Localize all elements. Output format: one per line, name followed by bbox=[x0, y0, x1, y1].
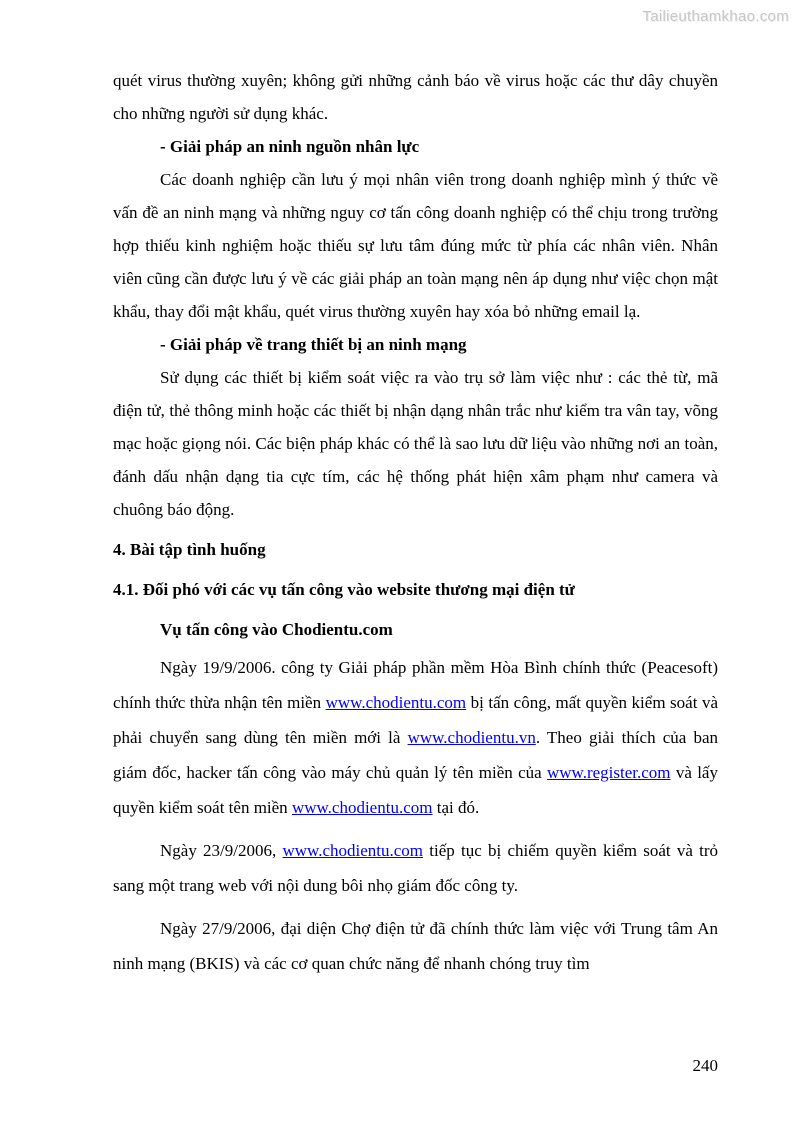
heading-hr-security: - Giải pháp an ninh nguồn nhân lực bbox=[160, 137, 420, 156]
text-run: Ngày 23/9/2006, bbox=[160, 841, 283, 860]
paragraph-equipment-measures: Sử dụng các thiết bị kiểm soát việc ra vào trụ sở làm việc như : các thẻ từ, mã điện tử, thẻ thông minh hoặc các thiết bị nhận dạng nhân trắc như kiểm tra vân tay, võng mạc hoặc giọng nói. Các biện pháp khác có thể là sao lưu dữ liệu vào những nơi an toàn, đánh dấu nhận dạng tia cực tím, các hệ thống phát hiện xâm phạm như camera và chuông báo động. bbox=[113, 368, 718, 519]
text-run: bị tấn công, mất quyền kiểm soát và phải chuyển sang dùng tên miền mới là bbox=[113, 693, 718, 747]
text-run: Ngày 19/9/2006. công ty Giải pháp phần mềm Hòa Bình chính thức (Peacesoft) chính thức thừa nhận tên miền bbox=[113, 658, 718, 712]
paragraph-virus-scan: quét virus thường xuyên; không gửi những cảnh báo về virus hoặc các thư dây chuyền cho những người sử dụng khác. bbox=[113, 71, 718, 123]
heading-chodientu-attack: Vụ tấn công vào Chodientu.com bbox=[160, 620, 393, 639]
text-run: và lấy quyền kiểm soát tên miền bbox=[113, 763, 718, 817]
heading-equipment-security: - Giải pháp về trang thiết bị an ninh mạng bbox=[160, 335, 467, 354]
heading-website-attacks: 4.1. Đối phó với các vụ tấn công vào website thương mại điện tử bbox=[113, 580, 575, 599]
document-content bbox=[113, 64, 718, 981]
page-number: 240 bbox=[692, 1056, 718, 1075]
link-chodientu-com[interactable]: www.chodientu.com bbox=[282, 841, 424, 860]
watermark: Tailieuthamkhao.com bbox=[642, 8, 789, 25]
paragraph-attack-19-9 bbox=[113, 650, 718, 825]
link-register-com[interactable]: www.register.com bbox=[546, 763, 671, 782]
link-chodientu-vn[interactable]: www.chodientu.vn bbox=[407, 728, 536, 747]
link-chodientu-com[interactable]: www.chodientu.com bbox=[325, 693, 467, 712]
heading-case-exercises: 4. Bài tập tình huống bbox=[113, 540, 266, 559]
text-run: . Theo giải thích của ban giám đốc, hacker tấn công vào máy chủ quản lý tên miền của bbox=[113, 728, 718, 782]
paragraph-attack-27-9: Ngày 27/9/2006, đại diện Chợ điện tử đã chính thức làm việc với Trung tâm An ninh mạng (BKIS) và các cơ quan chức năng để nhanh chóng truy tìm bbox=[113, 919, 718, 973]
paragraph-hr-awareness: Các doanh nghiệp cần lưu ý mọi nhân viên trong doanh nghiệp mình ý thức về vấn đề an ninh mạng và những nguy cơ tấn công doanh nghiệp có thể chịu trong trường hợp thiếu kinh nghiệm hoặc thiếu sự lưu tâm đúng mức từ phía các nhân viên. Nhân viên cũng cần được lưu ý về các giải pháp an toàn mạng nên áp dụng như việc chọn mật khẩu, thay đổi mật khẩu, quét virus thường xuyên hay xóa bỏ những email lạ. bbox=[113, 170, 718, 321]
paragraph-attack-23-9 bbox=[113, 833, 718, 903]
text-run: tiếp tục bị chiếm quyền kiểm soát và trỏ sang một trang web với nội dung bôi nhọ giám đốc công ty. bbox=[113, 841, 718, 895]
text-run: tại đó. bbox=[432, 798, 480, 817]
link-chodientu-com[interactable]: www.chodientu.com bbox=[291, 798, 433, 817]
